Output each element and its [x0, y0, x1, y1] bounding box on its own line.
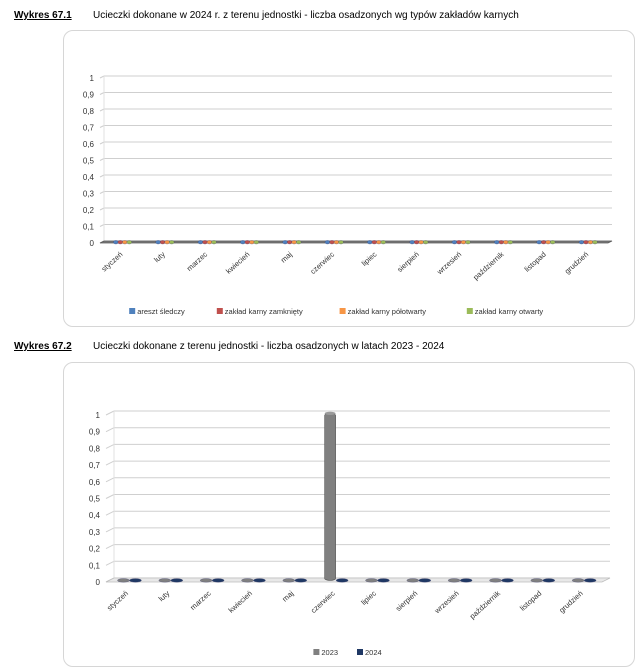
chart1-x-tick-label: kwiecień	[224, 249, 252, 276]
chart1-bar-zakład-karny-zamknięty	[118, 240, 123, 244]
chart1-bar-zakład-karny-półotwarty	[249, 240, 254, 244]
chart1-bar-areszt-śledczy	[410, 240, 415, 244]
chart1-bar-zakład-karny-zamknięty	[245, 240, 250, 244]
chart1-bar-areszt-śledczy	[283, 240, 288, 244]
chart2-bar-2023	[200, 579, 212, 583]
chart2-x-tick-label: marzec	[188, 588, 213, 612]
chart1-card	[63, 30, 635, 327]
chart1-y-tick-label: 0	[89, 239, 94, 248]
chart2-y-tick-label: 0,1	[88, 561, 100, 571]
chart1-bar-areszt-śledczy	[198, 240, 203, 244]
chart2-legend-swatch	[357, 649, 363, 655]
chart1-x-tick-label: maj	[278, 249, 294, 265]
chart1-y-tick-label: 0,9	[82, 90, 94, 100]
chart1-bar-zakład-karny-zamknięty	[541, 240, 546, 244]
chart1-bar-zakład-karny-otwarty	[381, 240, 386, 244]
chart1-bar-areszt-śledczy	[367, 240, 372, 244]
chart2-figure-label: Wykres 67.2	[14, 341, 72, 352]
chart2-x-tick-label: wrzesień	[432, 588, 461, 616]
chart1-bar-zakład-karny-zamknięty	[414, 240, 419, 244]
chart1-bar-zakład-karny-otwarty	[338, 240, 343, 244]
chart1-x-tick-label: sierpień	[395, 249, 421, 275]
chart1-x-tick-label: marzec	[184, 249, 210, 273]
chart1-bar-zakład-karny-otwarty	[423, 240, 428, 244]
chart1-x-tick-label: październik	[471, 249, 506, 282]
chart1-bar-zakład-karny-zamknięty	[202, 240, 207, 244]
chart1-x-tick-label: czerwiec	[308, 249, 337, 277]
chart1-x-tick-label: styczeń	[99, 249, 125, 274]
chart1-bar-zakład-karny-półotwarty	[503, 240, 508, 244]
chart1-y-tick-label: 0,6	[82, 140, 94, 149]
chart1-legend-swatch	[217, 308, 223, 314]
chart1-gridline-side	[100, 175, 104, 177]
chart2-bar-2024	[584, 579, 596, 583]
chart1-bar-zakład-karny-otwarty	[169, 240, 174, 244]
chart1-bar-zakład-karny-zamknięty	[329, 240, 334, 244]
chart1-gridline-side	[100, 159, 104, 161]
chart1-legend-label: areszt śledczy	[137, 307, 185, 316]
chart1-title: Ucieczki dokonane w 2024 r. z terenu jednostki - liczba osadzonych wg typów zakładów karnych	[93, 10, 519, 21]
chart1-bar-areszt-śledczy	[156, 240, 161, 244]
chart1-legend-swatch	[340, 308, 346, 314]
chart1-bar-zakład-karny-otwarty	[296, 240, 301, 244]
chart2-x-tick-label: październik	[467, 588, 503, 621]
chart1-bar-zakład-karny-otwarty	[550, 240, 555, 244]
chart1-gridline-side	[100, 208, 104, 210]
chart1-floor	[100, 241, 612, 243]
chart2-bar-2023	[448, 579, 460, 583]
chart1-bar-zakład-karny-otwarty	[465, 240, 470, 244]
chart1-bar-zakład-karny-otwarty	[508, 240, 513, 244]
chart2-y-tick-label: 0,4	[88, 511, 100, 521]
chart1-y-tick-label: 0,2	[82, 206, 94, 215]
chart2-bar-2023	[572, 579, 584, 583]
chart2-bar-2024	[336, 579, 348, 583]
chart1-gridline-side	[100, 142, 104, 144]
chart2-gridline-side	[106, 478, 114, 482]
chart2-gridline-side	[106, 444, 114, 448]
chart2-y-tick-label: 0,8	[88, 444, 100, 454]
chart1-bar-zakład-karny-półotwarty	[292, 240, 297, 244]
chart2-bar-2024	[253, 579, 265, 583]
chart2-gridline-side	[106, 545, 114, 549]
chart2-bar-2024	[419, 579, 431, 583]
chart1-gridline-side	[100, 225, 104, 227]
chart1-x-tick-label: listopad	[522, 249, 548, 274]
chart2-bar-2023	[365, 579, 377, 583]
chart2-bar-2023	[325, 413, 336, 580]
chart1-bar-zakład-karny-półotwarty	[122, 240, 127, 244]
chart2-y-tick-label: 0,7	[88, 461, 100, 471]
chart1-bar-zakład-karny-otwarty	[592, 240, 597, 244]
chart1-y-tick-label: 0,5	[82, 156, 94, 166]
chart1-bar-areszt-śledczy	[494, 240, 499, 244]
chart2-gridline-side	[106, 461, 114, 465]
chart1-bar-zakład-karny-zamknięty	[287, 240, 292, 244]
chart2-bar-2023	[489, 579, 501, 583]
chart1-bar-areszt-śledczy	[537, 240, 542, 244]
chart1-gridline-side	[100, 192, 104, 194]
chart2-bar-2024	[501, 579, 513, 583]
chart2-card	[63, 362, 635, 667]
chart1-y-tick-label: 0,4	[82, 173, 94, 182]
chart1-bar-zakład-karny-otwarty	[127, 240, 132, 244]
chart1-bar-zakład-karny-zamknięty	[456, 240, 461, 244]
chart1-bar-areszt-śledczy	[579, 240, 584, 244]
chart1-y-tick-label: 0,7	[82, 123, 94, 133]
chart1-bar-zakład-karny-półotwarty	[165, 240, 170, 244]
chart2-x-tick-label: sierpień	[393, 588, 420, 614]
chart2-y-tick-label: 0,3	[88, 527, 100, 537]
chart1-y-tick-label: 1	[89, 74, 94, 83]
chart2-bar-2023	[531, 579, 543, 583]
chart2-y-tick-label: 0,9	[88, 427, 100, 437]
chart2-gridline-side	[106, 411, 114, 415]
chart1-legend-label: zakład karny otwarty	[474, 307, 544, 316]
chart1-bar-zakład-karny-otwarty	[254, 240, 259, 244]
chart2-gridline-side	[106, 511, 114, 515]
chart2-x-tick-label: styczeń	[105, 588, 131, 613]
chart2-x-tick-label: czerwiec	[308, 588, 337, 616]
chart2-x-tick-label: lipiec	[359, 588, 379, 607]
chart1-bar-zakład-karny-półotwarty	[376, 240, 381, 244]
chart1-gridline-side	[100, 126, 104, 128]
chart1-bar-zakład-karny-półotwarty	[546, 240, 551, 244]
chart1-bar-zakład-karny-zamknięty	[160, 240, 165, 244]
chart2-x-tick-label: listopad	[518, 588, 544, 613]
chart1-gridline-side	[100, 76, 104, 78]
chart1-bar-areszt-śledczy	[452, 240, 457, 244]
chart1-x-tick-label: luty	[152, 249, 167, 265]
chart1-y-tick-label: 0,1	[82, 222, 94, 232]
chart1-bar-zakład-karny-półotwarty	[207, 240, 212, 244]
chart1-bar-areszt-śledczy	[240, 240, 245, 244]
chart2-y-tick-label: 0,2	[88, 544, 100, 554]
chart1-bar-zakład-karny-półotwarty	[461, 240, 466, 244]
chart2-legend-swatch	[313, 649, 319, 655]
chart2-bar-2023	[407, 579, 419, 583]
chart2-y-tick-label: 1	[95, 411, 100, 420]
chart2-bar-2024	[295, 579, 307, 583]
chart2-bar-2023	[159, 579, 171, 583]
chart1-bar-zakład-karny-zamknięty	[372, 240, 377, 244]
chart1-bar-zakład-karny-półotwarty	[334, 240, 339, 244]
chart1-gridline-side	[100, 93, 104, 95]
chart2-y-tick-label: 0,5	[88, 494, 100, 504]
chart2-y-tick-label: 0,6	[88, 477, 100, 487]
chart1-x-tick-label: wrzesień	[435, 249, 464, 277]
chart1-bar-areszt-śledczy	[325, 240, 330, 244]
chart1-bar-zakład-karny-zamknięty	[499, 240, 504, 244]
chart2-x-tick-label: grudzień	[557, 588, 585, 615]
chart2-bar-2024	[543, 579, 555, 583]
chart2-bar-2023	[241, 579, 253, 583]
chart1-bar-areszt-śledczy	[113, 240, 118, 244]
chart2-bar-2024	[212, 579, 224, 583]
chart1-plot	[64, 31, 634, 326]
chart1-bar-zakład-karny-półotwarty	[588, 240, 593, 244]
chart2-bar-2024	[171, 579, 183, 583]
chart1-x-tick-label: lipiec	[359, 249, 379, 268]
chart2-legend-label: 2023	[321, 648, 339, 657]
chart1-bar-zakład-karny-otwarty	[211, 240, 216, 244]
chart2-legend-label: 2024	[365, 648, 382, 657]
chart2-bar-2024	[460, 579, 472, 583]
chart1-y-tick-label: 0,8	[82, 107, 94, 116]
chart1-x-tick-label: grudzień	[562, 249, 591, 276]
chart1-legend-label: zakład karny zamknięty	[224, 307, 303, 316]
chart2-x-tick-label: maj	[280, 588, 296, 604]
chart2-bar-2024	[377, 579, 389, 583]
chart2-plot	[64, 363, 634, 666]
chart1-legend-label: zakład karny półotwarty	[347, 307, 426, 316]
chart2-y-tick-label: 0	[95, 578, 100, 587]
chart1-bar-zakład-karny-półotwarty	[419, 240, 424, 244]
chart2-gridline-side	[106, 428, 114, 432]
chart2-title: Ucieczki dokonane z terenu jednostki - liczba osadzonych w latach 2023 - 2024	[93, 341, 445, 352]
chart1-legend-swatch	[129, 308, 135, 314]
chart2-bar-cap	[325, 412, 336, 415]
chart2-bar-2023	[283, 579, 295, 583]
chart1-bar-zakład-karny-zamknięty	[583, 240, 588, 244]
chart2-x-tick-label: kwiecień	[226, 588, 255, 615]
chart1-gridline-side	[100, 109, 104, 111]
chart1-figure-label: Wykres 67.1	[14, 10, 72, 21]
chart2-gridline-side	[106, 495, 114, 499]
chart2-bar-2023	[117, 579, 129, 583]
chart2-gridline-side	[106, 528, 114, 532]
chart2-bar-2024	[129, 579, 141, 583]
chart1-legend-swatch	[467, 308, 473, 314]
chart2-x-tick-label: luty	[156, 588, 172, 604]
chart1-y-tick-label: 0,3	[82, 189, 94, 199]
chart2-gridline-side	[106, 561, 114, 565]
